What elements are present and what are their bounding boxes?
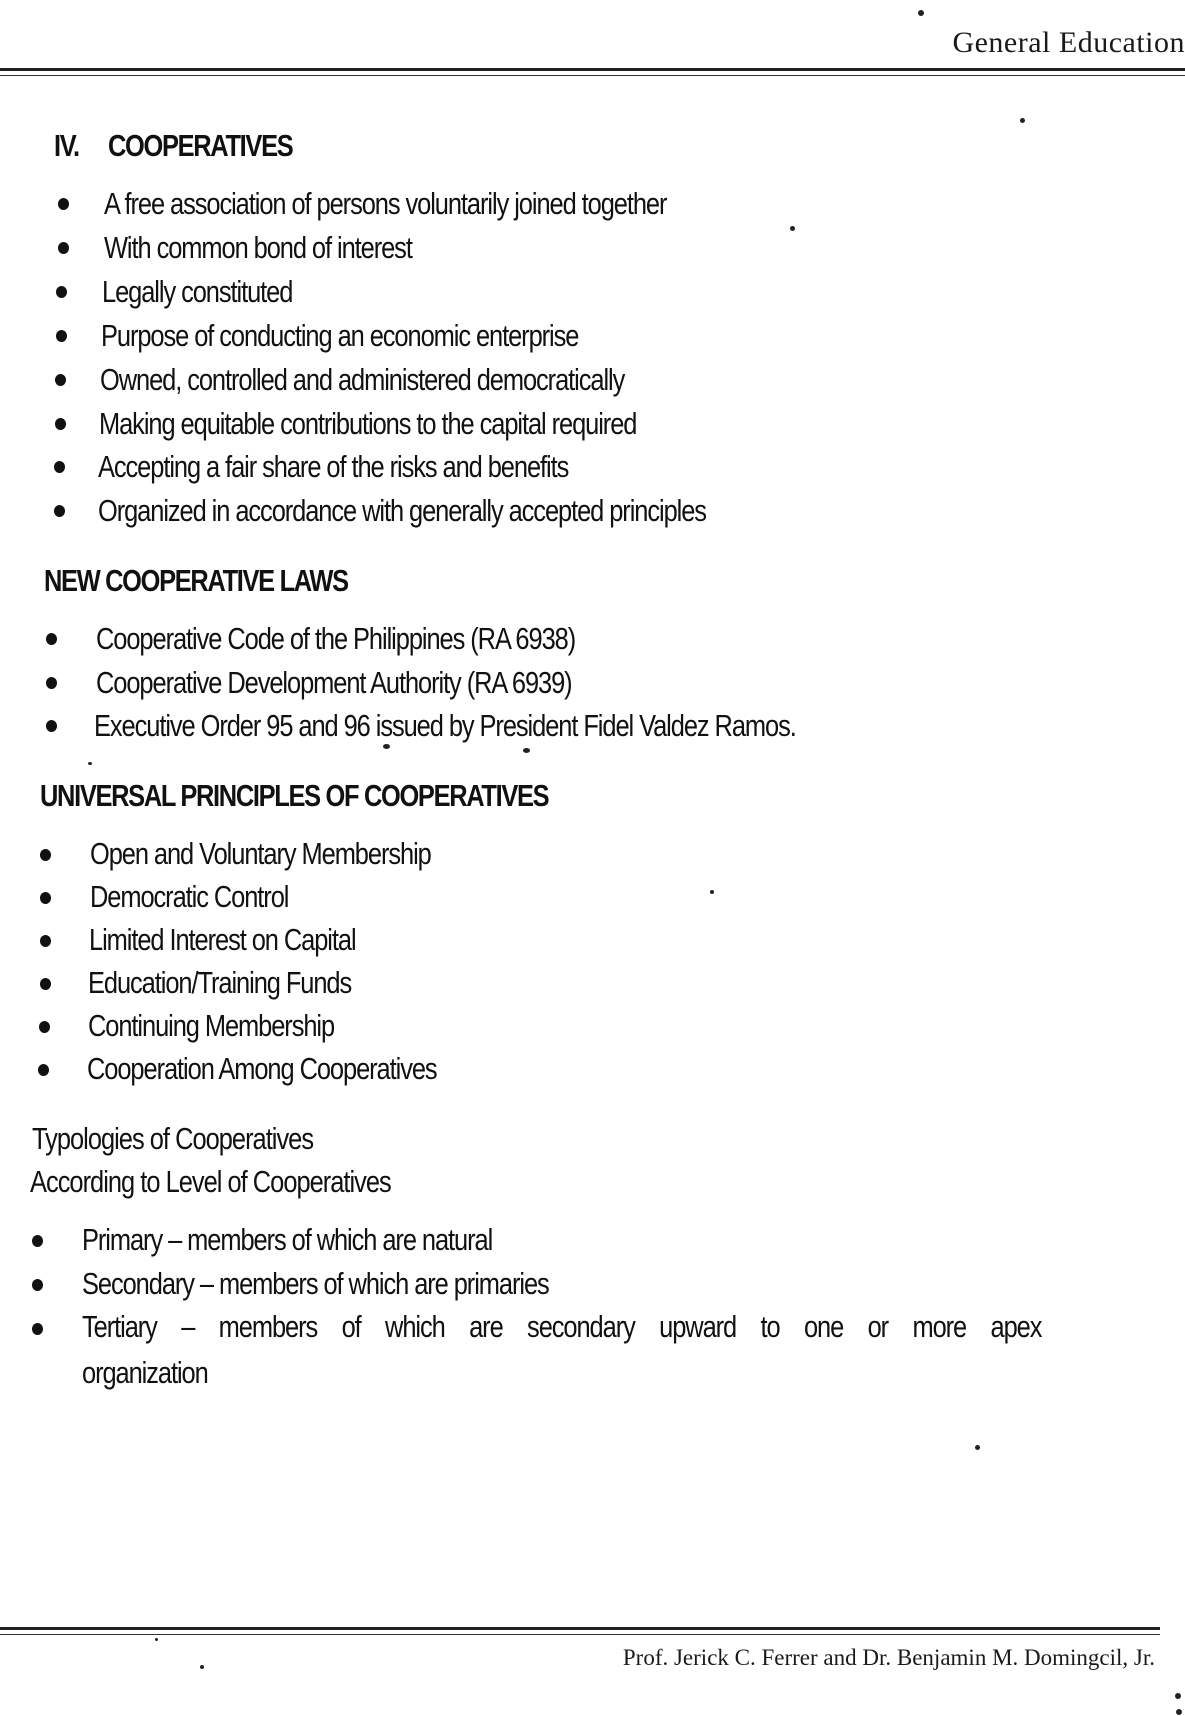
speck bbox=[88, 762, 92, 765]
section-numeral: IV. bbox=[54, 128, 79, 163]
footer-rule bbox=[0, 1627, 1160, 1630]
bullet-icon bbox=[40, 892, 51, 904]
section-subtitle: According to Level of Cooperatives bbox=[30, 1164, 391, 1199]
bullet-icon bbox=[56, 286, 67, 298]
bullet-icon bbox=[40, 849, 51, 861]
bullet-icon bbox=[46, 720, 57, 732]
speck bbox=[383, 744, 390, 749]
list-item-text: Legally constituted bbox=[102, 274, 293, 309]
bullet-icon bbox=[58, 242, 69, 254]
speck bbox=[918, 10, 924, 16]
bullet-icon bbox=[32, 1323, 43, 1335]
list-item-text: Limited Interest on Capital bbox=[89, 922, 356, 957]
list-item-text: Owned, controlled and administered democratically bbox=[100, 362, 625, 397]
bullet-icon bbox=[40, 978, 51, 990]
list-item-text: Making equitable contributions to the capital required bbox=[99, 406, 637, 441]
bullet-icon bbox=[54, 461, 65, 473]
speck bbox=[155, 1638, 158, 1641]
header-title: General Education bbox=[952, 26, 1185, 59]
list-item-text: Accepting a fair share of the risks and benefits bbox=[98, 449, 569, 484]
footer-rule-thin bbox=[0, 1634, 1160, 1635]
list-item-text: Secondary – members of which are primaries bbox=[82, 1266, 549, 1301]
speck bbox=[523, 748, 530, 753]
list-item-text: Tertiary – members of which are secondary upward to one or more apex organization bbox=[82, 1309, 1042, 1390]
speck bbox=[200, 1665, 204, 1669]
header-rule-thin bbox=[0, 75, 1185, 76]
speck bbox=[1020, 118, 1025, 123]
list-item-text: Continuing Membership bbox=[88, 1008, 335, 1043]
list-item-text: Executive Order 95 and 96 issued by President Fidel Valdez Ramos. bbox=[94, 708, 796, 743]
speck bbox=[1176, 1709, 1182, 1715]
bullet-icon bbox=[58, 198, 69, 210]
section-title: UNIVERSAL PRINCIPLES OF COOPERATIVES bbox=[40, 778, 549, 813]
list-item-text: A free association of persons voluntarily joined together bbox=[104, 186, 667, 221]
list-item-text: Education/Training Funds bbox=[88, 965, 352, 1000]
speck bbox=[975, 1445, 980, 1450]
list-item-text: Cooperation Among Cooperatives bbox=[87, 1051, 437, 1086]
section-title: NEW COOPERATIVE LAWS bbox=[44, 563, 348, 598]
list-item-text: Open and Voluntary Membership bbox=[90, 836, 431, 871]
list-item-text: Democratic Control bbox=[90, 879, 289, 914]
section-title: Typologies of Cooperatives bbox=[32, 1121, 314, 1156]
bullet-icon bbox=[46, 677, 57, 689]
list-item-text: Purpose of conducting an economic enterprise bbox=[101, 318, 579, 353]
list-item-text: Organized in accordance with generally accepted principles bbox=[98, 493, 706, 528]
bullet-icon bbox=[38, 1064, 49, 1076]
speck bbox=[1175, 1693, 1181, 1699]
bullet-icon bbox=[55, 374, 66, 386]
speck bbox=[790, 226, 795, 231]
bullet-icon bbox=[55, 418, 66, 430]
header-rule bbox=[0, 68, 1185, 71]
bullet-icon bbox=[56, 330, 67, 342]
bullet-icon bbox=[46, 633, 57, 645]
list-item-text: Cooperative Code of the Philippines (RA 6938) bbox=[96, 621, 576, 656]
bullet-icon bbox=[54, 505, 65, 517]
bullet-icon bbox=[40, 935, 51, 947]
footer-credit: Prof. Jerick C. Ferrer and Dr. Benjamin M. Domingcil, Jr. bbox=[622, 1645, 1155, 1670]
section-title: COOPERATIVES bbox=[108, 128, 293, 163]
bullet-icon bbox=[32, 1235, 43, 1247]
bullet-icon bbox=[39, 1021, 50, 1033]
bullet-icon bbox=[32, 1279, 43, 1291]
list-item-text: Cooperative Development Authority (RA 6939) bbox=[96, 665, 572, 700]
speck bbox=[710, 890, 714, 894]
list-item-text: Primary – members of which are natural bbox=[82, 1222, 493, 1257]
list-item-text: With common bond of interest bbox=[104, 230, 412, 265]
